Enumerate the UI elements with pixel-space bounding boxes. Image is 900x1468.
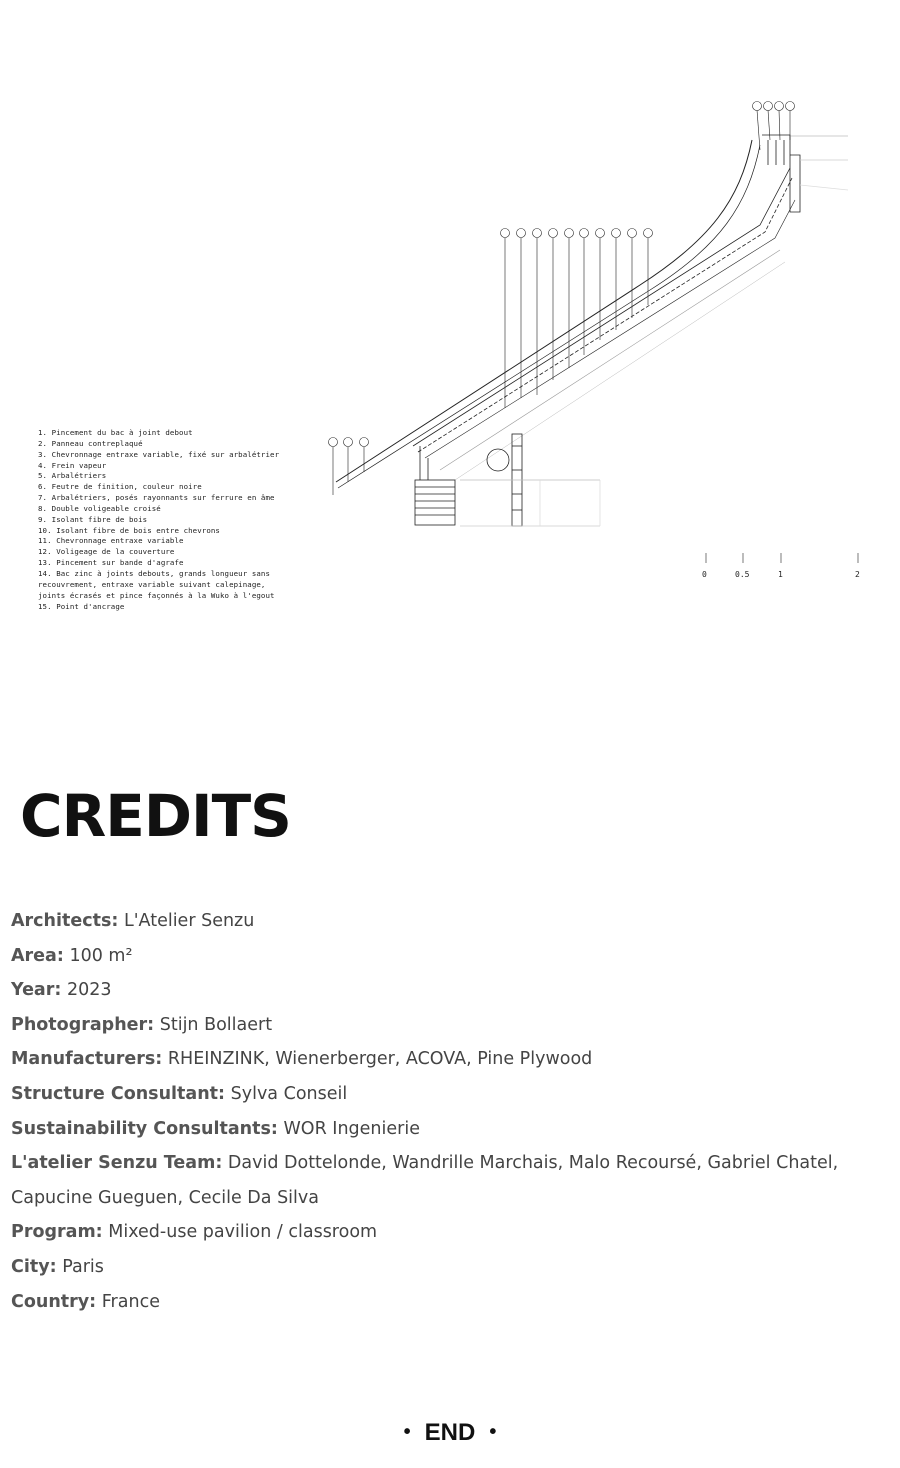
credit-item bbox=[11, 939, 881, 974]
legend-item: 10. Isolant fibre de bois entre chevrons bbox=[38, 525, 220, 535]
credits-list bbox=[11, 904, 881, 1319]
legend-item: recouvrement, entraxe variable suivant calepinage, bbox=[38, 579, 266, 589]
legend-item: 9. Isolant fibre de bois bbox=[38, 514, 148, 524]
end-marker bbox=[0, 1414, 900, 1451]
credit-value: Sylva Conseil bbox=[230, 1083, 348, 1104]
credit-label: Architects: bbox=[11, 911, 119, 931]
drawing-legend bbox=[38, 428, 279, 612]
bullet-icon: • bbox=[403, 1421, 411, 1443]
legend-item: joints écrasés et pince façonnés à la Wuko à l'egout bbox=[38, 590, 275, 600]
credit-value: RHEINZINK, Wienerberger, ACOVA, Pine Plywood bbox=[167, 1049, 593, 1070]
credit-value: Paris bbox=[62, 1256, 104, 1277]
legend-item: 1. Pincement du bac à joint debout bbox=[38, 428, 193, 437]
credit-item bbox=[11, 1250, 881, 1285]
credit-label: Country: bbox=[11, 1291, 97, 1312]
legend-item: 4. Frein vapeur bbox=[38, 460, 107, 470]
legend-item: 12. Voligeage de la couverture bbox=[38, 547, 175, 557]
credit-label: City: bbox=[11, 1256, 57, 1277]
credit-value: Stijn Bollaert bbox=[159, 1014, 273, 1035]
legend-item: 13. Pincement sur bande d'agrafe bbox=[38, 558, 184, 568]
credit-label: Photographer: bbox=[11, 1014, 155, 1035]
legend-item: 3. Chevronnage entraxe variable, fixé sur arbalétrier bbox=[38, 449, 280, 459]
legend-item: 11. Chevronnage entraxe variable bbox=[38, 536, 184, 546]
bullet-icon: • bbox=[489, 1421, 497, 1443]
scale-label: 1 bbox=[778, 570, 783, 579]
credit-value: WOR Ingenierie bbox=[283, 1118, 420, 1139]
credit-label: Program: bbox=[11, 1222, 103, 1243]
end-label: END bbox=[424, 1419, 476, 1446]
credit-value: Mixed-use pavilion / classroom bbox=[108, 1222, 378, 1243]
credit-item bbox=[11, 973, 881, 1008]
legend-item: 8. Double voligeable croisé bbox=[38, 503, 161, 513]
credit-value: David Dottelonde, Wandrille Marchais, Malo Recoursé, Gabriel Chatel, bbox=[227, 1153, 839, 1174]
scale-label: 0.5 bbox=[735, 570, 750, 579]
credit-value: 100 m² bbox=[69, 945, 133, 966]
legend-item: 7. Arbalétriers, posés rayonnants sur ferrure en âme bbox=[38, 493, 275, 503]
legend-item: 5. Arbalétriers bbox=[38, 471, 107, 481]
credit-item bbox=[11, 1077, 881, 1112]
credit-label: Sustainability Consultants: bbox=[11, 1118, 278, 1139]
credit-value: Capucine Gueguen, Cecile Da Silva bbox=[11, 1187, 319, 1208]
legend-item: 2. Panneau contreplaqué bbox=[38, 438, 143, 448]
credit-item bbox=[11, 1112, 881, 1147]
scale-label: 2 bbox=[855, 570, 860, 579]
credit-label: L'atelier Senzu Team: bbox=[11, 1153, 223, 1174]
credit-value: L'Atelier Senzu bbox=[123, 911, 255, 931]
credit-item bbox=[11, 1215, 881, 1250]
legend-item: 14. Bac zinc à joints debouts, grands longueur sans bbox=[38, 568, 271, 578]
credit-value: 2023 bbox=[66, 980, 112, 1001]
credit-label: Year: bbox=[11, 980, 62, 1001]
credit-item bbox=[11, 1285, 881, 1320]
credit-item bbox=[11, 1008, 881, 1043]
legend-item: 15. Point d'ancrage bbox=[38, 601, 125, 611]
credit-label: Structure Consultant: bbox=[11, 1083, 226, 1104]
credit-item bbox=[11, 1146, 881, 1181]
credit-label: Area: bbox=[11, 945, 64, 966]
credit-value: France bbox=[101, 1291, 160, 1312]
credit-item bbox=[11, 904, 881, 939]
credit-label: Manufacturers: bbox=[11, 1049, 163, 1070]
credits-heading: CREDITS bbox=[20, 782, 291, 850]
credit-item bbox=[11, 1181, 881, 1216]
legend-item: 6. Feutre de finition, couleur noire bbox=[38, 482, 202, 492]
credit-item bbox=[11, 1042, 881, 1077]
scale-label: 0 bbox=[702, 570, 707, 579]
